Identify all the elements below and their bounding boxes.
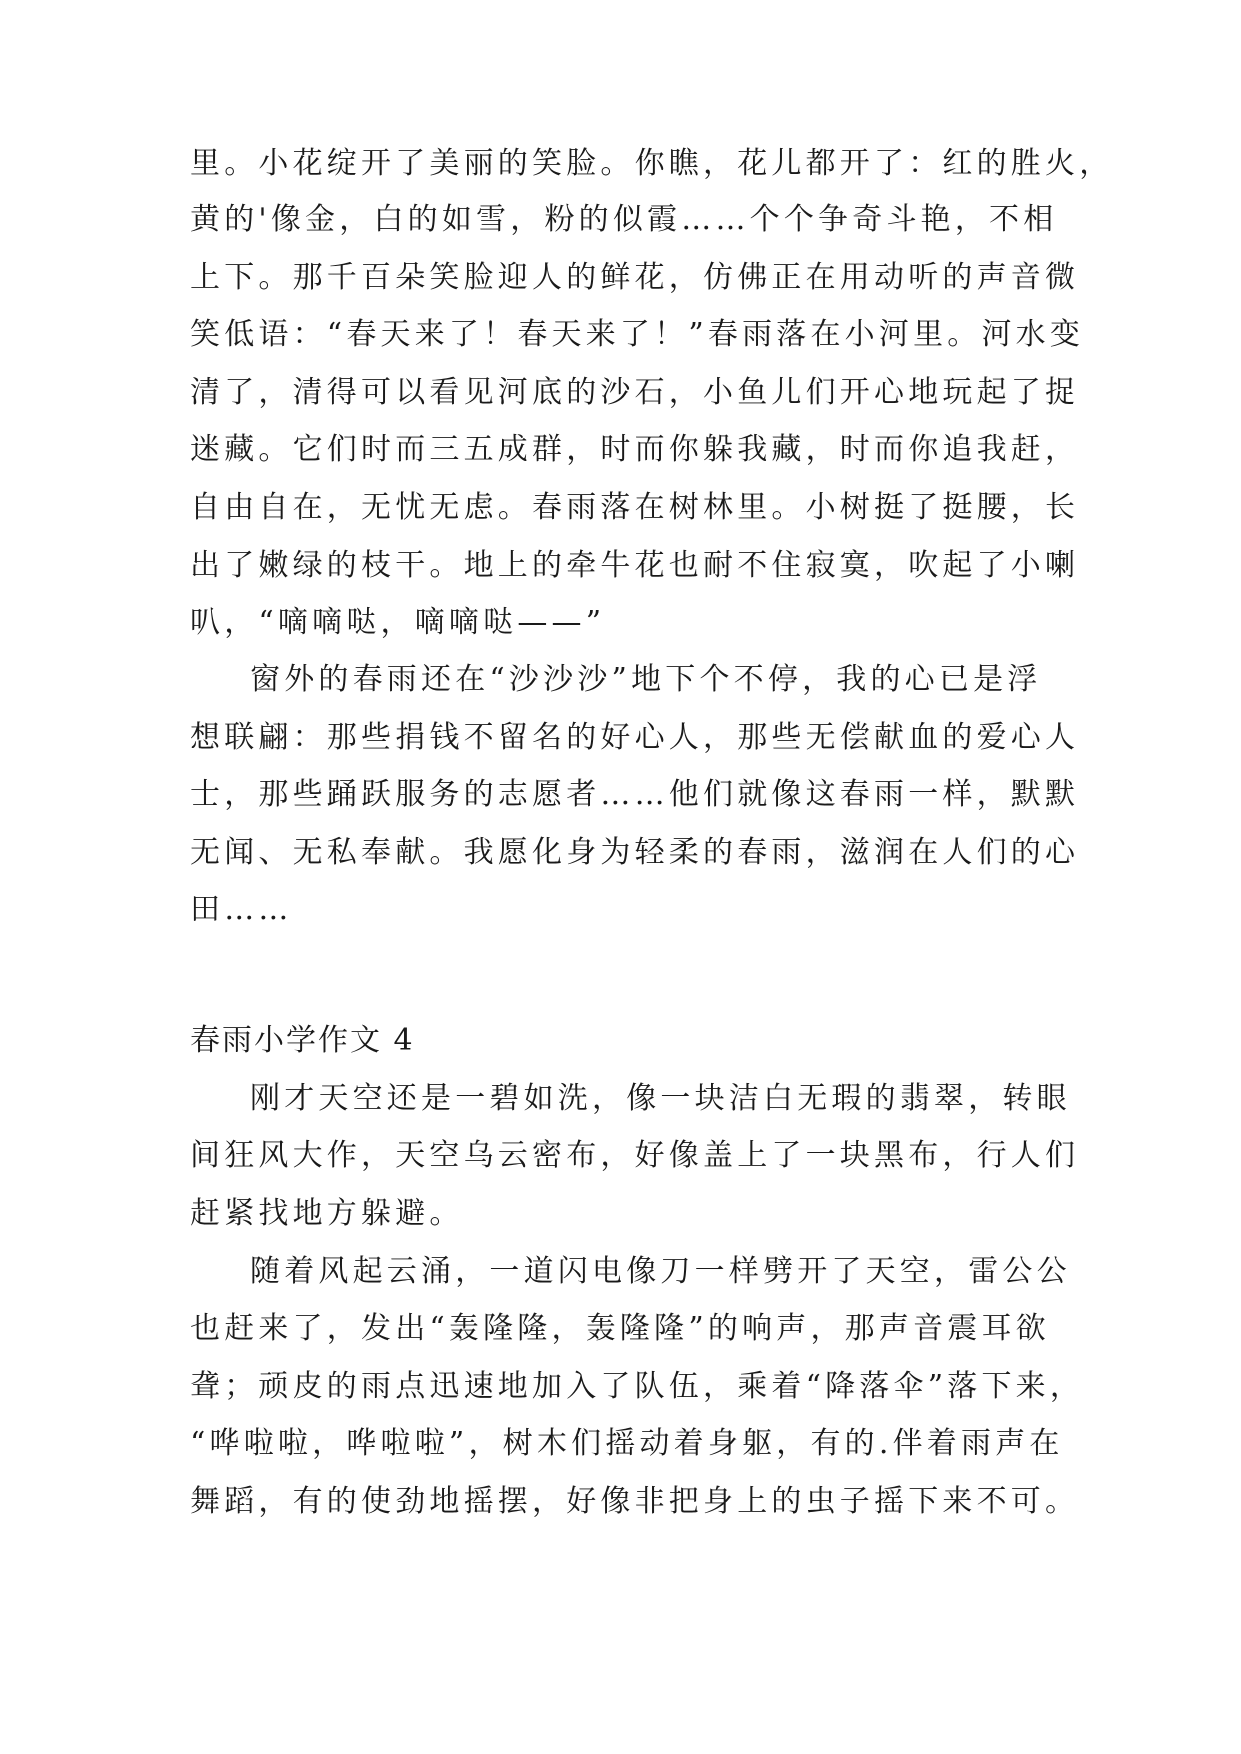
text-line: 士，那些踊跃服务的志愿者……他们就像这春雨一样，默默 [190,777,1080,812]
text-line: 田…… [190,892,293,927]
text-line: 迷藏。它们时而三五成群，时而你躲我藏，时而你追我赶， [190,432,1080,467]
text-line: 叭，“嘀嘀哒，嘀嘀哒——” [190,605,606,640]
text-line: 出了嫩绿的枝干。地上的牵牛花也耐不住寂寞，吹起了小喇 [190,548,1080,583]
text-line: 上下。那千百朵笑脸迎人的鲜花，仿佛正在用动听的声音微 [190,260,1080,295]
text-line: 聋；顽皮的雨点迅速地加入了队伍，乘着“降落伞”落下来， [190,1369,1085,1404]
text-line: 舞蹈，有的使劲地摇摆，好像非把身上的虫子摇下来不可。 [190,1484,1080,1519]
text-line: 也赶来了，发出“轰隆隆，轰隆隆”的响声，那声音震耳欲 [190,1311,1050,1346]
text-line: 黄的'像金，白的如雪，粉的似霞……个个争奇斗艳，不相 [190,202,1058,237]
text-line: 间狂风大作，天空乌云密布，好像盖上了一块黑布，行人们 [190,1138,1080,1173]
text-line: 里。小花绽开了美丽的笑脸。你瞧，花儿都开了：红的胜火， [190,146,1114,181]
text-line-indented: 刚才天空还是一碧如洗，像一块洁白无瑕的翡翠，转眼 [250,1081,1071,1116]
text-line: 赶紧找地方躲避。 [190,1196,464,1231]
section-heading: 春雨小学作文 4 [190,1023,415,1058]
text-line: “哗啦啦，哗啦啦”，树木们摇动着身躯，有的.伴着雨声在 [190,1426,1064,1461]
text-line: 无闻、无私奉献。我愿化身为轻柔的春雨，滋润在人们的心 [190,835,1080,870]
text-line-indented: 窗外的春雨还在“沙沙沙”地下个不停，我的心已是浮 [250,662,1042,697]
text-line: 笑低语：“春天来了！春天来了！”春雨落在小河里。河水变 [190,317,1085,352]
text-line: 清了，清得可以看见河底的沙石，小鱼儿们开心地玩起了捉 [190,375,1080,410]
text-line: 自由自在，无忧无虑。春雨落在树林里。小树挺了挺腰，长 [190,490,1080,525]
text-line: 想联翩：那些捐钱不留名的好心人，那些无偿献血的爱心人 [190,720,1080,755]
text-line-indented: 随着风起云涌，一道闪电像刀一样劈开了天空，雷公公 [250,1254,1071,1289]
